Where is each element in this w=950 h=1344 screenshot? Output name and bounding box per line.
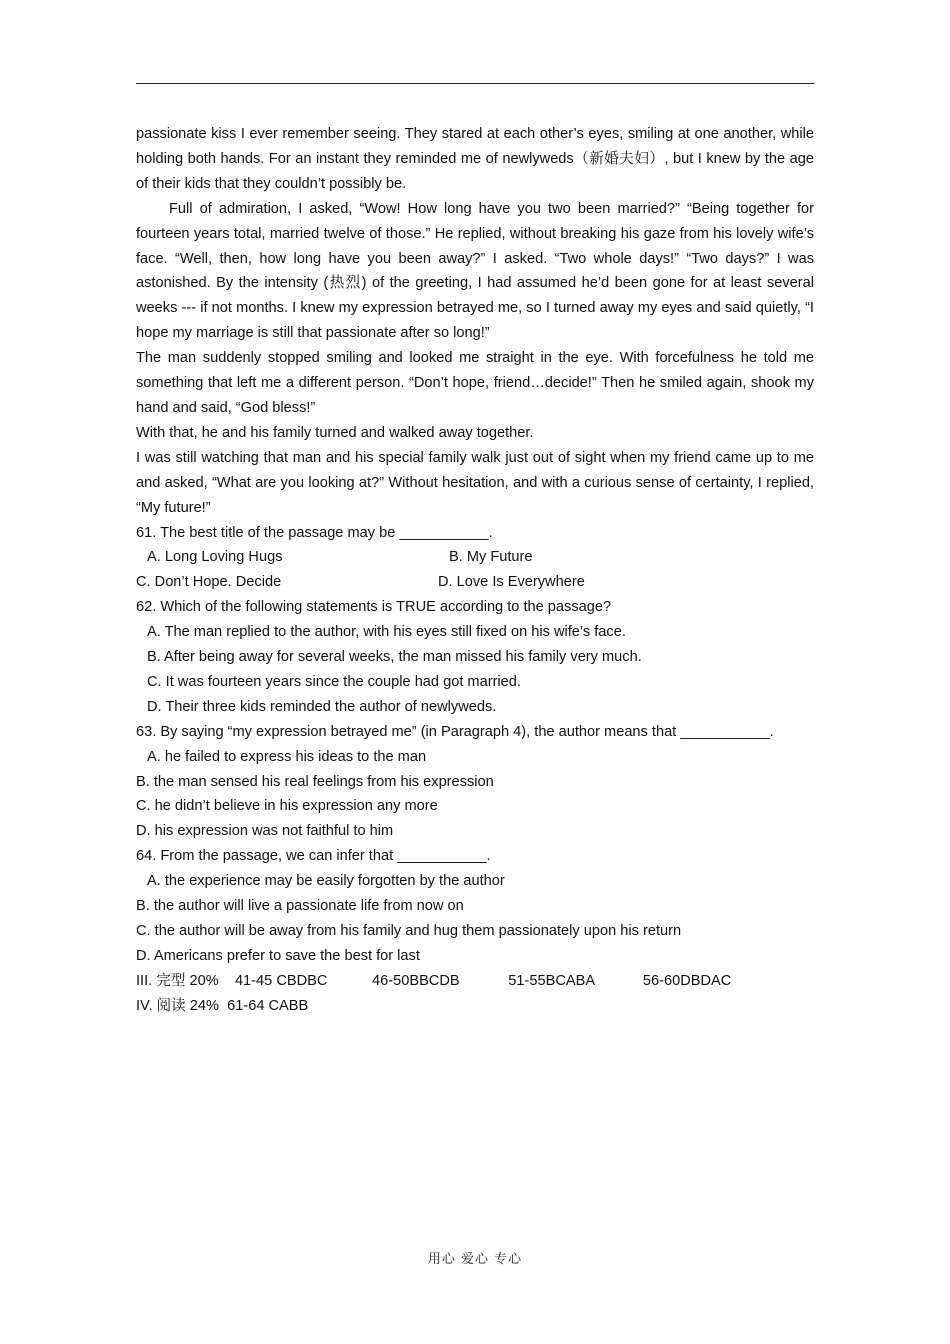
- question-61-stem: 61. The best title of the passage may be ___________.: [136, 524, 493, 541]
- question-63-option-d: D. his expression was not faithful to him: [136, 823, 394, 840]
- passage-paragraph-2: Full of admiration, I asked, “Wow! How long have you two been married?” “Being together for fourteen years total, married twelve of those.” He replied, without breaking his gaze from his lovely wife’s face. “Well, then, how long have you been away?” I asked. “Two whole days!” “Two days?” I was astonished. By the intensity (热烈) of the greeting, I had assumed he’d been gone for at least several weeks --- if not months. I knew my expression betrayed me, so I turned away my eyes and said quietly, “I hope my marriage is still that passionate after so long!”: [136, 200, 814, 342]
- question-62-stem: 62. Which of the following statements is TRUE according to the passage?: [136, 599, 612, 616]
- question-63-option-a: A. he failed to express his ideas to the man: [147, 748, 427, 765]
- question-61-option-a: A. Long Loving Hugs: [147, 549, 283, 566]
- header-rule: [136, 83, 814, 84]
- passage-paragraph-1: passionate kiss I ever remember seeing. They stared at each other’s eyes, smiling at one another, while holding both hands. For an instant they reminded me of newlyweds（新婚夫妇）, but I knew by the age of their kids that they couldn’t possibly be.: [136, 126, 814, 192]
- passage-paragraph-5: I was still watching that man and his special family walk just out of sight when my friend came up to me and asked, “What are you looking at?” Without hesitation, and with a curious sense of certainty, I replied, “My future!”: [136, 449, 814, 516]
- question-62-option-d: D. Their three kids reminded the author of newlyweds.: [147, 698, 497, 715]
- question-64-stem: 64. From the passage, we can infer that ___________.: [136, 848, 491, 865]
- answer-key-line-1: III. 完型 20% 41-45 CBDBC 46-50BBCDB 51-55BCABA 56-60DBDAC: [136, 972, 732, 989]
- question-64-option-c: C. the author will be away from his family and hug them passionately upon his return: [136, 923, 682, 939]
- question-61-option-d: D. Love Is Everywhere: [438, 574, 585, 591]
- passage-paragraph-3: The man suddenly stopped smiling and looked me straight in the eye. With forcefulness he told me something that left me a different person. “Don’t hope, friend…decide!” Then he smiled again, shook my hand and said, “God bless!”: [136, 350, 814, 416]
- question-62-option-a: A. The man replied to the author, with his eyes still fixed on his wife’s face.: [147, 624, 626, 641]
- question-64-option-d: D. Americans prefer to save the best for last: [136, 947, 420, 964]
- answer-key-line-2: IV. 阅读 24% 61-64 CABB: [136, 997, 309, 1014]
- question-61-option-b: B. My Future: [449, 549, 533, 566]
- question-62-option-b: B. After being away for several weeks, the man missed his family very much.: [147, 649, 642, 666]
- question-63-option-c: C. he didn’t believe in his expression any more: [136, 798, 438, 815]
- question-64-option-a: A. the experience may be easily forgotten by the author: [147, 873, 505, 890]
- question-61-options-row-1: [136, 545, 814, 570]
- question-62-option-c: C. It was fourteen years since the couple had got married.: [147, 673, 521, 690]
- question-64-option-b: B. the author will live a passionate life from now on: [136, 898, 464, 915]
- question-63-stem: 63. By saying “my expression betrayed me” (in Paragraph 4), the author means that ___________.: [136, 723, 774, 740]
- passage-paragraph-4: With that, he and his family turned and walked away together.: [136, 424, 534, 441]
- question-61-options-row-2: [136, 570, 814, 595]
- question-63-option-b: B. the man sensed his real feelings from his expression: [136, 773, 494, 790]
- page-footer: 用心 爱心 专心: [427, 1252, 523, 1267]
- question-61-option-c: C. Don’t Hope. Decide: [136, 574, 282, 591]
- page-content: [136, 122, 814, 1019]
